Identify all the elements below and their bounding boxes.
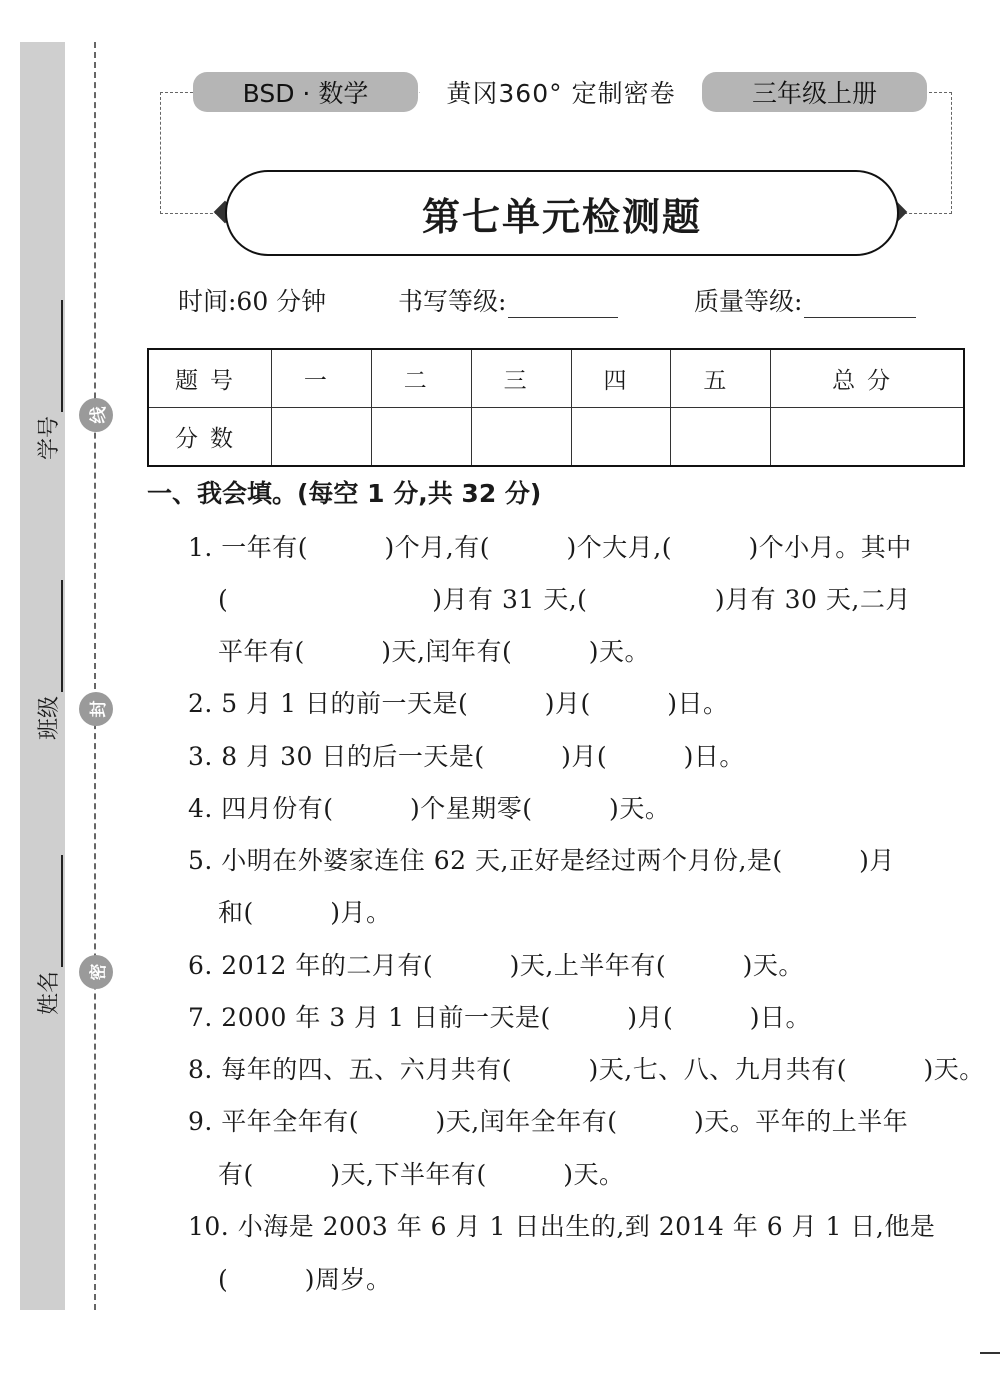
score-table [147, 348, 965, 467]
writing-grade-label: 书写等级: [398, 287, 507, 316]
name-line [61, 855, 63, 967]
subject-pill: BSD · 数学 [193, 72, 418, 112]
page-title: 第七单元检测题 [421, 193, 702, 239]
title-banner [225, 170, 899, 256]
score-table-header-row [148, 349, 964, 408]
score-table-score-row [148, 408, 964, 467]
score-cell[interactable] [571, 408, 671, 467]
quality-grade-label: 质量等级: [694, 287, 803, 316]
grade-pill: 三年级上册 [702, 72, 927, 112]
class-label: 班级 [37, 695, 62, 740]
quality-grade-blank[interactable] [804, 291, 916, 318]
question-line: 9. 平年全年有( )天,闰年全年有( )天。平年的上半年 [188, 1107, 909, 1136]
question-line: 有( )天,下半年有( )天。 [218, 1160, 625, 1189]
question-line: ( )周岁。 [218, 1265, 392, 1294]
question-line: 平年有( )天,闰年有( )天。 [218, 637, 650, 666]
question-line: ( )月有 31 天,( )月有 30 天,二月 [218, 585, 911, 614]
score-cell[interactable] [471, 408, 571, 467]
quality-grade [694, 282, 916, 318]
score-header-cell: 三 [471, 349, 571, 408]
score-cell[interactable] [771, 408, 964, 467]
question-line: 10. 小海是 2003 年 6 月 1 日出生的,到 2014 年 6 月 1 日,他是 [188, 1212, 936, 1241]
binding-dashed-line [94, 42, 96, 1310]
time-info [178, 282, 326, 318]
question-line: 7. 2000 年 3 月 1 日前一天是( )月( )日。 [188, 1003, 811, 1032]
class-line [61, 580, 63, 692]
score-header-cell: 一 [272, 349, 372, 408]
score-cell[interactable] [272, 408, 372, 467]
series-title: 黄冈360° 定制密卷 [420, 72, 702, 112]
question-line: 3. 8 月 30 日的后一天是( )月( )日。 [188, 742, 745, 771]
score-cell[interactable] [671, 408, 771, 467]
seal-mark-secret: 密 [79, 955, 113, 989]
writing-grade-blank[interactable] [508, 291, 618, 318]
score-cell[interactable] [371, 408, 471, 467]
page-edge-mark [980, 1352, 1000, 1354]
seal-mark-seal: 封 [79, 692, 113, 726]
student-id-line [61, 300, 63, 412]
writing-grade [398, 282, 618, 318]
class-field[interactable] [33, 580, 63, 740]
time-text: 时间:60 分钟 [178, 287, 327, 316]
question-line: 1. 一年有( )个月,有( )个大月,( )个小月。其中 [188, 533, 912, 562]
name-field[interactable] [33, 855, 63, 1015]
question-line: 2. 5 月 1 日的前一天是( )月( )日。 [188, 689, 729, 718]
score-header-cell: 四 [571, 349, 671, 408]
question-line: 5. 小明在外婆家连住 62 天,正好是经过两个月份,是( )月 [188, 846, 895, 875]
question-line: 6. 2012 年的二月有( )天,上半年有( )天。 [188, 951, 804, 980]
score-header-cell: 二 [371, 349, 471, 408]
score-row-label: 分数 [148, 408, 272, 467]
score-header-cell: 五 [671, 349, 771, 408]
score-header-cell: 总分 [771, 349, 964, 408]
question-line: 和( )月。 [218, 898, 392, 927]
question-line: 4. 四月份有( )个星期零( )天。 [188, 794, 671, 823]
question-line: 8. 每年的四、五、六月共有( )天,七、八、九月共有( )天。 [188, 1055, 985, 1084]
name-label: 姓名 [37, 970, 62, 1015]
score-header-cell: 题号 [148, 349, 272, 408]
student-id-label: 学号 [37, 415, 62, 460]
section-title: 一、我会填。(每空 1 分,共 32 分) [147, 479, 542, 508]
student-id-field[interactable] [33, 300, 63, 460]
seal-mark-line: 线 [79, 398, 113, 432]
